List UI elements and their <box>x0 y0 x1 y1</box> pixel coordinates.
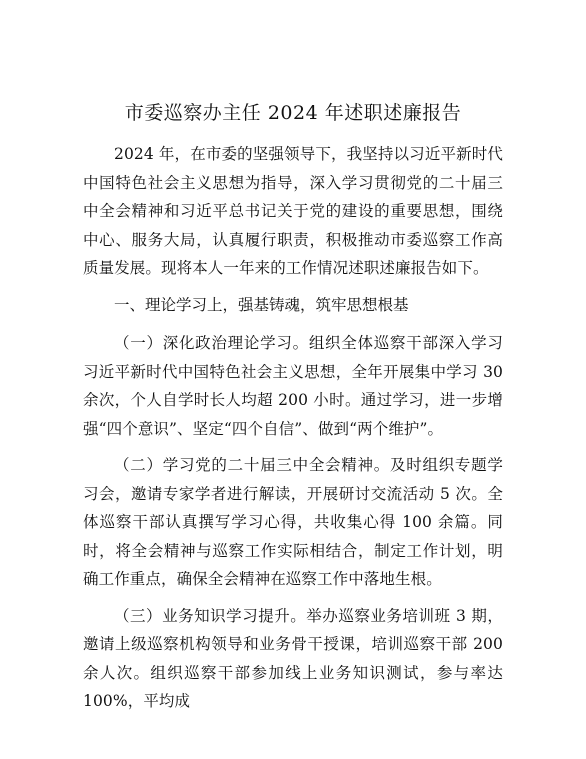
document-title: 市委巡察办主任 2024 年述职述廉报告 <box>124 102 462 124</box>
paragraph-2: （二）学习党的二十届三中全会精神。及时组织专题学习会，邀请专家学者进行解读，开展研讨交流活动 5 次。全体巡察干部认真撰写学习心得，共收集心得 100 余篇。同时，将全会精神与巡察工作实际相结合，制定工作计划，明确工作重点，确保全会精神在巡察工作中落地生根。 <box>83 456 503 588</box>
section-heading: 一、理论学习上，强基铸魂，筑牢思想根基 <box>114 295 409 314</box>
paragraph-3: （三）业务知识学习提升。举办巡察业务培训班 3 期，邀请上级巡察机构领导和业务骨干授课，培训巡察干部 200 余人次。组织巡察干部参加线上业务知识测试，参与率达 100%，平均成 <box>83 606 503 710</box>
paragraph-1: （一）深化政治理论学习。组织全体巡察干部深入学习习近平新时代中国特色社会主义思想，全年开展集中学习 30 余次，个人自学时长人均超 200 小时。通过学习，进一步增强“四个意识”、坚定“四个自信”、做到“两个维护”。 <box>83 334 503 438</box>
intro-paragraph: 2024 年，在市委的坚强领导下，我坚持以习近平新时代中国特色社会主义思想为指导，深入学习贯彻党的二十届三中全会精神和习近平总书记关于党的建设的重要思想，围绕中心、服务大局，认真履行职责，积极推动市委巡察工作高质量发展。现将本人一年来的工作情况述职述廉报告如下。 <box>83 145 503 277</box>
document-body <box>83 140 503 724</box>
